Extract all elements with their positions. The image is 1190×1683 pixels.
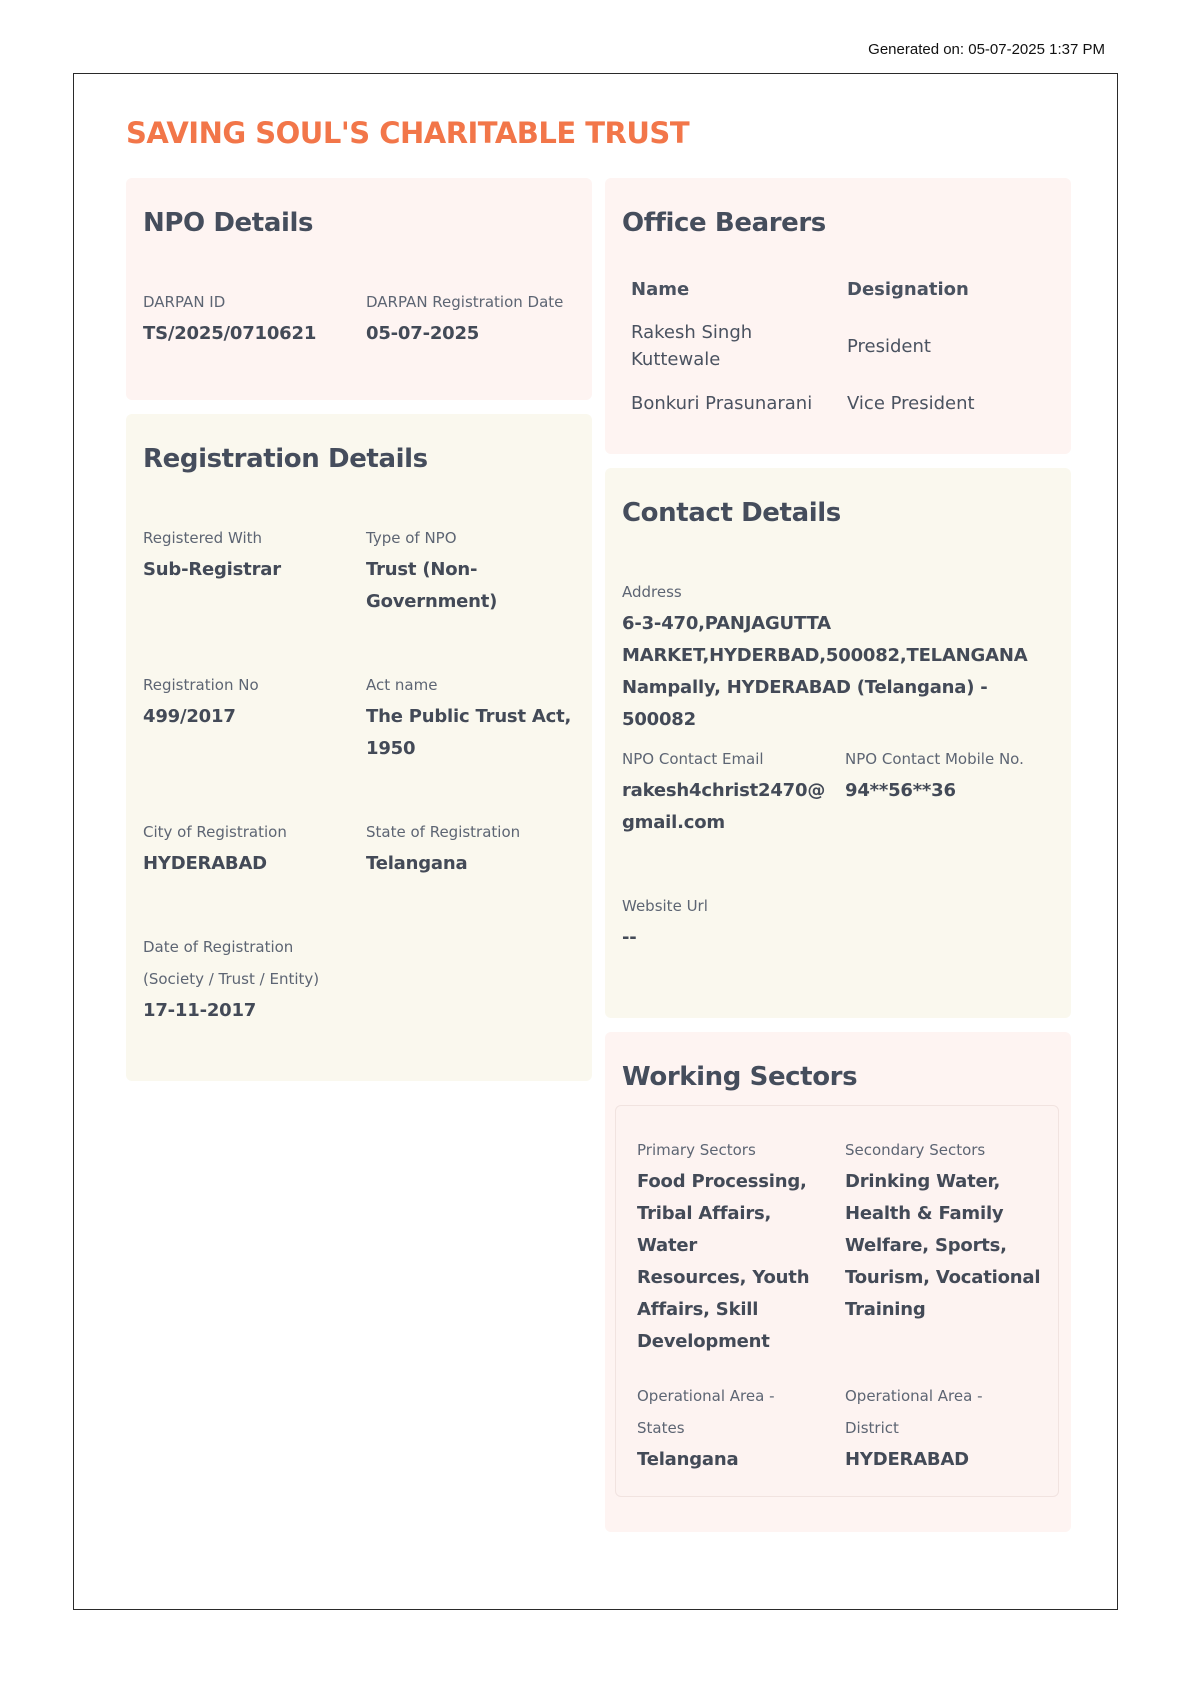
- contact-email-label: NPO Contact Email: [622, 750, 764, 768]
- office-bearers-table: [631, 276, 1051, 417]
- state-of-registration-label: State of Registration: [366, 823, 521, 841]
- office-bearers-title: Office Bearers: [622, 208, 826, 238]
- act-name-value-line2: 1950: [366, 738, 416, 759]
- secondary-sector-line: Training: [845, 1299, 926, 1320]
- bearer-name: Rakesh Singh Kuttewale: [631, 322, 753, 370]
- name-column-header: Name: [631, 279, 690, 300]
- contact-mobile-value: 94**56**36: [845, 780, 956, 801]
- operational-states-value: Telangana: [637, 1449, 739, 1470]
- contact-details-title: Contact Details: [622, 498, 841, 528]
- secondary-sector-line: Tourism, Vocational: [845, 1267, 1041, 1288]
- registration-no-label: Registration No: [143, 676, 259, 694]
- registration-details-title: Registration Details: [143, 444, 428, 474]
- contact-email-line1: rakesh4christ2470@: [622, 780, 826, 801]
- act-name-label: Act name: [366, 676, 438, 694]
- registration-details-card: [126, 414, 592, 1081]
- bearer-name: Bonkuri Prasunarani: [631, 393, 813, 414]
- registered-with-value: Sub-Registrar: [143, 559, 281, 580]
- primary-sector-line: Food Processing,: [637, 1171, 807, 1192]
- table-row: [631, 319, 1051, 373]
- website-url-value: --: [622, 927, 637, 948]
- operational-district-label-line1: Operational Area -: [845, 1387, 983, 1405]
- npo-details-card: [126, 178, 592, 400]
- office-bearers-card: [605, 178, 1071, 454]
- darpan-reg-date-value: 05-07-2025: [366, 323, 480, 344]
- primary-sectors-label: Primary Sectors: [637, 1141, 756, 1159]
- primary-sector-line: Affairs, Skill: [637, 1299, 759, 1320]
- contact-mobile-label: NPO Contact Mobile No.: [845, 750, 1024, 768]
- address-line1: 6-3-470,PANJAGUTTA: [622, 613, 831, 634]
- website-url-label: Website Url: [622, 897, 708, 915]
- address-line2: MARKET,HYDERBAD,500082,TELANGANA: [622, 645, 1028, 666]
- contact-details-card: [605, 468, 1071, 1018]
- primary-sector-line: Development: [637, 1331, 770, 1352]
- secondary-sector-line: Welfare, Sports,: [845, 1235, 1007, 1256]
- working-sectors-card: [605, 1032, 1071, 1532]
- organization-name: SAVING SOUL'S CHARITABLE TRUST: [126, 116, 690, 150]
- npo-type-label: Type of NPO: [366, 529, 457, 547]
- city-of-registration-value: HYDERABAD: [143, 853, 267, 874]
- bearer-designation: President: [847, 335, 931, 357]
- operational-district-label-line2: District: [845, 1419, 899, 1437]
- secondary-sector-line: Drinking Water,: [845, 1171, 1001, 1192]
- operational-district-value: HYDERABAD: [845, 1449, 969, 1470]
- table-row: [631, 390, 1051, 417]
- generated-on-text: Generated on: 05-07-2025 1:37 PM: [868, 41, 1105, 58]
- date-of-registration-label-line1: Date of Registration: [143, 938, 294, 956]
- npo-type-value-line2: Government): [366, 591, 498, 612]
- act-name-value-line1: The Public Trust Act,: [366, 706, 572, 727]
- state-of-registration-value: Telangana: [366, 853, 468, 874]
- date-of-registration-value: 17-11-2017: [143, 1000, 257, 1021]
- primary-sector-line: Tribal Affairs, Water: [637, 1203, 772, 1256]
- operational-states-label-line1: Operational Area -: [637, 1387, 775, 1405]
- darpan-id-label: DARPAN ID: [143, 293, 226, 311]
- contact-email-line2: gmail.com: [622, 812, 725, 833]
- city-of-registration-label: City of Registration: [143, 823, 287, 841]
- npo-details-title: NPO Details: [143, 208, 314, 238]
- sectors-inner-panel: [615, 1105, 1059, 1497]
- address-line3: Nampally, HYDERABAD (Telangana) - 500082: [622, 677, 988, 730]
- secondary-sectors-label: Secondary Sectors: [845, 1141, 986, 1159]
- bearer-designation: Vice President: [847, 393, 975, 414]
- table-header-row: [631, 276, 1051, 303]
- registered-with-label: Registered With: [143, 529, 263, 547]
- operational-states-label-line2: States: [637, 1419, 685, 1437]
- secondary-sector-line: Health & Family: [845, 1203, 1004, 1224]
- designation-column-header: Designation: [847, 279, 969, 300]
- address-label: Address: [622, 583, 682, 601]
- working-sectors-title: Working Sectors: [622, 1062, 858, 1092]
- date-of-registration-label-line2: (Society / Trust / Entity): [143, 970, 320, 988]
- darpan-reg-date-label: DARPAN Registration Date: [366, 293, 564, 311]
- npo-type-value-line1: Trust (Non-: [366, 559, 478, 580]
- primary-sector-line: Resources, Youth: [637, 1267, 810, 1288]
- darpan-id-value: TS/2025/0710621: [143, 323, 317, 344]
- registration-no-value: 499/2017: [143, 706, 236, 727]
- document-frame: [73, 73, 1118, 1610]
